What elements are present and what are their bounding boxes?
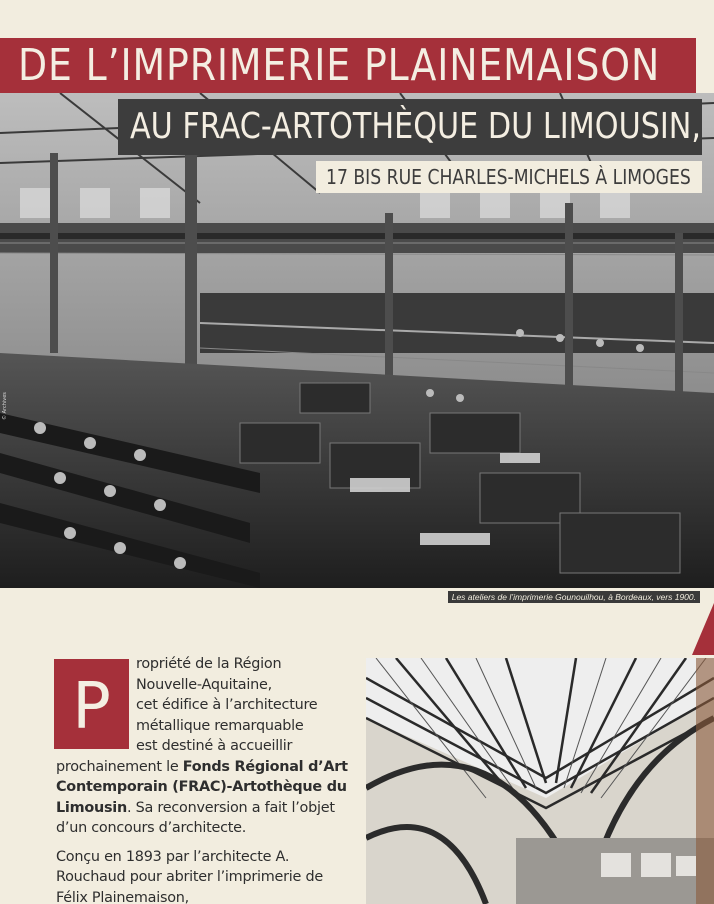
para1-line3: cet édifice à l’architecture xyxy=(136,697,318,713)
glass-roof-image xyxy=(366,658,714,904)
para1-before-bold: prochainement le xyxy=(56,758,183,775)
para1-line1: ropriété de la Région xyxy=(136,656,282,672)
title-line-2-text: AU FRAC-ARTOTHÈQUE DU LIMOUSIN, xyxy=(130,106,702,147)
title-line-1-text: DE L’IMPRIMERIE PLAINEMAISON xyxy=(18,40,661,91)
photo-credit: © Archives xyxy=(2,392,8,420)
frac-name: Fonds Régional d’Art Contemporain (FRAC)-Artothèque du Limousin xyxy=(56,758,348,816)
title-line-3-text: 17 BIS RUE CHARLES-MICHELS À LIMOGES xyxy=(326,165,691,189)
para1-line4: métallique remarquable xyxy=(136,717,304,734)
para1-line5: est destiné à accueillir xyxy=(136,738,293,754)
title-line-1 xyxy=(0,38,696,93)
title-line-2 xyxy=(118,99,702,155)
photo-caption: Les ateliers de l’imprimerie Gounouilhou, à Bordeaux, vers 1900. xyxy=(448,591,700,603)
corner-decoration xyxy=(692,603,714,655)
paragraph-2: Conçu en 1893 par l’architecte A. Rouchaud pour abriter l’imprimerie de Félix Plainemaison, xyxy=(56,848,323,904)
drop-cap: P xyxy=(54,659,129,749)
para1-line2: Nouvelle-Aquitaine, xyxy=(136,676,272,693)
para1-after-bold: . Sa reconversion a fait l’objet d’un concours d’architecte. xyxy=(56,799,335,836)
paragraph-1 xyxy=(56,654,348,839)
body-text xyxy=(56,654,348,904)
title-line-3 xyxy=(316,161,702,193)
building-roof-photo xyxy=(366,658,714,904)
